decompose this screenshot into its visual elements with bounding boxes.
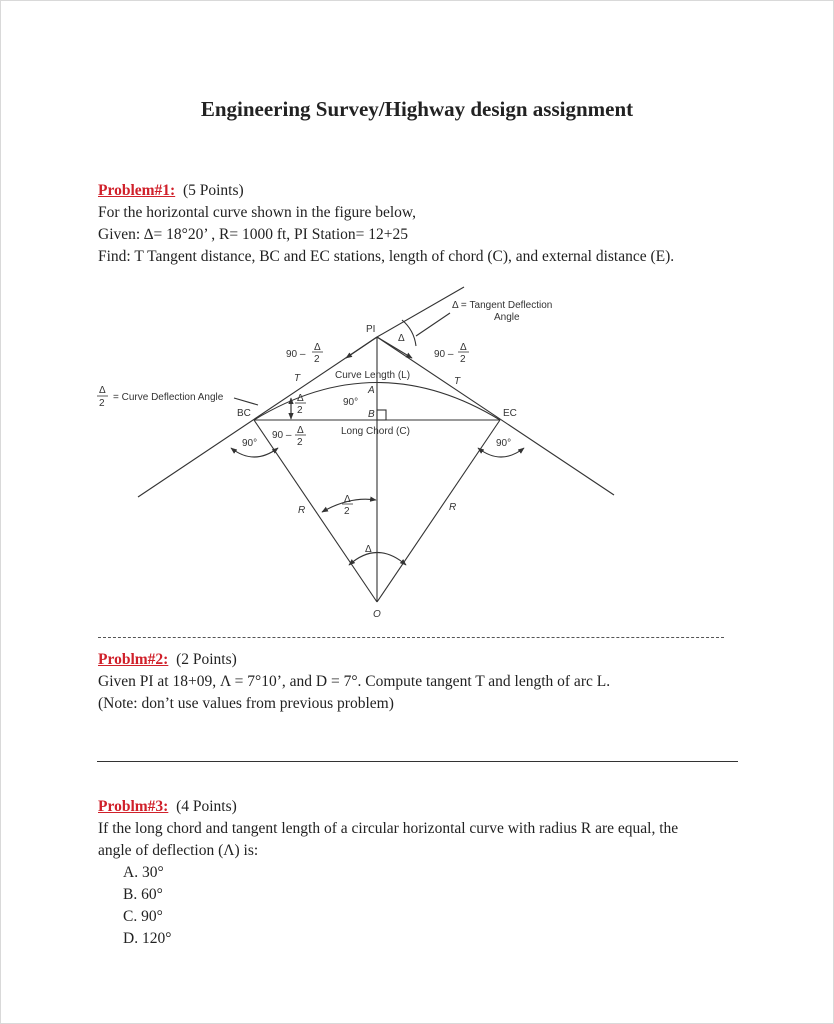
problem-1-line: Given: ∆= 18°20’ , R= 1000 ft, PI Station= 12+25 xyxy=(98,226,408,243)
pi-chord-left xyxy=(346,337,377,358)
problem-3-line: If the long chord and tangent length of a circular horizontal curve with radius R are equal, the xyxy=(98,820,679,837)
half-delta-num-bc: Δ xyxy=(297,425,304,436)
problem-1-label: Problem#1: xyxy=(98,182,176,199)
ninety-deg-ec: 90° xyxy=(496,438,512,449)
problem-3-line: angle of deflection (Λ) is: xyxy=(98,842,259,859)
radius-label-right: R xyxy=(449,502,457,513)
problem-1-points: (5 Points) xyxy=(182,182,244,199)
option-b: B. 60° xyxy=(123,886,163,903)
ec-label: EC xyxy=(503,408,517,419)
problem-2 xyxy=(98,649,610,715)
problem-2-line: Given PI at 18+09, Λ = 7°10’, and D = 7°. Compute tangent T and length of arc L. xyxy=(98,673,611,690)
problem-3 xyxy=(98,796,678,950)
page-title: Engineering Survey/Highway design assignment xyxy=(200,97,634,121)
ninety-minus-right: 90 – xyxy=(434,349,454,360)
tangent-label-right: T xyxy=(454,376,461,387)
curve-deflection-leader xyxy=(234,398,258,405)
problem-1-line: Find: T Tangent distance, BC and EC stations, length of chord (C), and external distance (E). xyxy=(98,248,675,265)
curve-deflection-den: 2 xyxy=(99,398,105,409)
back-tangent-line xyxy=(138,337,377,497)
curve-length-label: Curve Length (L) xyxy=(335,370,411,381)
ninety-deg-bc: 90° xyxy=(242,438,258,449)
ninety-deg-center: 90° xyxy=(343,397,359,408)
tangent-label-left: T xyxy=(294,373,301,384)
tangent-deflection-label-2: Angle xyxy=(494,312,520,323)
right-angle-arc-ec xyxy=(478,448,524,457)
half-delta-den-left: 2 xyxy=(314,354,320,365)
delta-label-o: Δ xyxy=(365,544,372,555)
half-delta-den-bc: 2 xyxy=(297,437,303,448)
problem-1-line: For the horizontal curve shown in the figure below, xyxy=(98,204,416,221)
option-a: A. 30° xyxy=(123,864,164,881)
half-delta-den-o: 2 xyxy=(344,506,350,517)
dashed-divider xyxy=(98,637,724,638)
tangent-extension-line xyxy=(377,287,464,337)
radius-line-left xyxy=(254,420,377,602)
tangent-deflection-leader xyxy=(416,313,450,336)
forward-tangent-line xyxy=(377,337,614,495)
option-d: D. 120° xyxy=(123,930,172,947)
curve-deflection-label: = Curve Deflection Angle xyxy=(113,392,224,403)
half-delta-den-right: 2 xyxy=(460,354,466,365)
radius-label-left: R xyxy=(298,505,306,516)
tangent-deflection-label-1: Δ = Tangent Deflection xyxy=(452,300,553,311)
point-a-label: A xyxy=(368,385,375,396)
long-chord-label: Long Chord (C) xyxy=(341,426,410,437)
problem-2-label: Problm#2: xyxy=(98,651,169,668)
problem-3-label: Problm#3: xyxy=(98,798,169,815)
problem-2-line: (Note: don’t use values from previous problem) xyxy=(98,695,394,712)
half-delta-num-bc-top: Δ xyxy=(297,393,304,404)
bc-label: BC xyxy=(237,408,251,419)
solid-divider xyxy=(97,761,738,762)
half-delta-num-right: Δ xyxy=(460,342,467,353)
delta-label-pi: Δ xyxy=(398,333,405,344)
curve-deflection-num: Δ xyxy=(99,385,106,396)
center-o-label: O xyxy=(373,609,381,620)
problem-3-points: (4 Points) xyxy=(176,798,237,815)
problem-2-points: (2 Points) xyxy=(176,651,237,668)
half-delta-num-o: Δ xyxy=(344,494,351,505)
ninety-minus-bc: 90 – xyxy=(272,430,292,441)
half-delta-den-bc-top: 2 xyxy=(297,405,303,416)
half-delta-num-left: Δ xyxy=(314,342,321,353)
point-b-label: B xyxy=(368,409,375,420)
pi-label: PI xyxy=(366,324,376,335)
right-angle-arc-bc xyxy=(231,448,278,457)
option-c: C. 90° xyxy=(123,908,163,925)
radius-line-right xyxy=(377,420,500,602)
pi-chord-right xyxy=(377,337,412,358)
ninety-minus-left: 90 – xyxy=(286,349,306,360)
right-angle-box-b xyxy=(377,410,386,420)
